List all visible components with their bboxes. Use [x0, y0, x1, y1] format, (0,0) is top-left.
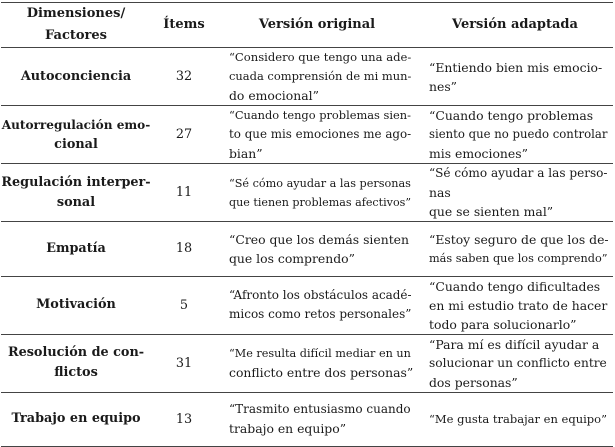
original-text-line: trabajo en equipo” — [229, 421, 347, 437]
original-text-line: cuada comprensión de mi mun- — [229, 69, 412, 83]
original-text-line: conflicto entre dos personas” — [229, 365, 414, 380]
table-row — [1, 222, 613, 277]
table-row — [1, 48, 613, 106]
header-dimensions-line1: Dimensiones/ — [26, 6, 126, 21]
adapted-text-line: “Estoy seguro de que los de- — [429, 231, 609, 247]
adapted-text-line: “Me gusta trabajar en equipo” — [429, 411, 607, 426]
table-row — [1, 276, 613, 334]
factor-name-line: flictos — [54, 365, 98, 380]
adapted-text-line: más saben que los comprendo” — [429, 251, 608, 265]
items-count-cell: 13 — [151, 392, 217, 447]
factor-name-line: Autorregulación emo- — [1, 117, 151, 132]
adapted-text-line: “Sé cómo ayudar a las perso- — [429, 166, 608, 180]
original-version-cell — [217, 392, 417, 447]
original-text-line: que tienen problemas afectivos” — [229, 195, 412, 209]
original-text-line: bian” — [229, 146, 263, 161]
header-items: Ítems — [151, 3, 217, 48]
original-version-cell — [217, 276, 417, 334]
original-text-line: “Afronto los obstáculos acadé- — [229, 288, 412, 302]
header-dimensions — [1, 3, 151, 48]
factor-cell — [1, 106, 151, 164]
adapted-text-line: todo para solucionarlo” — [429, 316, 577, 332]
table-header — [1, 3, 613, 48]
original-version-cell — [217, 222, 417, 277]
adapted-text-line: nas — [429, 185, 451, 200]
adapted-text-line: siento que no puedo controlar — [429, 127, 608, 141]
adapted-text-line: “Entiendo bien mis emocio- — [429, 59, 603, 75]
factor-cell — [1, 334, 151, 392]
factor-cell — [1, 392, 151, 447]
original-version-cell — [217, 48, 417, 106]
items-count-cell: 11 — [151, 164, 217, 222]
adaptation-table — [1, 2, 613, 447]
header-row — [1, 3, 613, 48]
original-text-line: do emocional” — [229, 88, 319, 103]
original-text-line: “Considero que tengo una ade- — [229, 50, 412, 64]
adapted-version-cell — [417, 164, 613, 222]
factor-name-line: Autoconciencia — [20, 68, 132, 84]
items-count-cell: 31 — [151, 334, 217, 392]
items-count-cell: 27 — [151, 106, 217, 164]
adapted-text-line: “Para mí es difícil ayudar a — [429, 336, 600, 352]
factor-name-line: Trabajo en equipo — [11, 411, 141, 427]
factor-name-line: cional — [54, 136, 98, 152]
original-version-cell — [217, 334, 417, 392]
factor-cell — [1, 222, 151, 277]
factor-cell — [1, 164, 151, 222]
header-adapted-version: Versión adaptada — [417, 3, 613, 48]
table-row — [1, 392, 613, 447]
adapted-text-line: solucionar un conflicto entre — [429, 355, 607, 370]
adapted-version-cell — [417, 276, 613, 334]
adapted-version-cell — [417, 106, 613, 164]
items-count-cell: 5 — [151, 276, 217, 334]
adapted-text-line: nes” — [429, 78, 458, 94]
original-text-line: “Sé cómo ayudar a las personas — [229, 176, 411, 190]
factor-name-line: sonal — [56, 194, 96, 210]
adapted-version-cell — [417, 334, 613, 392]
original-text-line: que los comprendo” — [229, 250, 355, 266]
header-dimensions-line2: Factores — [45, 28, 107, 43]
table-row — [1, 164, 613, 222]
original-text-line: “Me resulta difícil mediar en un — [229, 347, 411, 360]
items-count-cell: 18 — [151, 222, 217, 277]
adapted-text-line: “Cuando tengo dificultades — [429, 278, 601, 294]
header-original-version: Versión original — [217, 3, 417, 48]
adapted-version-cell — [417, 222, 613, 277]
factor-name-line: Empatía — [46, 240, 106, 256]
table-body — [1, 48, 613, 447]
adapted-version-cell — [417, 48, 613, 106]
adapted-text-line: en mi estudio trato de hacer — [429, 297, 608, 313]
factor-name-line: Resolución de con- — [7, 345, 145, 360]
adapted-text-line: dos personas” — [429, 374, 518, 390]
adapted-text-line: que se sienten mal” — [429, 204, 554, 219]
items-count-cell: 32 — [151, 48, 217, 106]
original-version-cell — [217, 164, 417, 222]
table-row — [1, 334, 613, 392]
original-text-line: “Creo que los demás sienten — [229, 231, 409, 247]
adapted-text-line: “Cuando tengo problemas — [429, 108, 594, 123]
factor-name-line: Motivación — [36, 297, 116, 312]
table-row — [1, 106, 613, 164]
adapted-text-line: mis emociones” — [429, 146, 528, 161]
factor-cell — [1, 276, 151, 334]
original-text-line: to que mis emociones me ago- — [229, 127, 412, 141]
factor-name-line: Regulación interper- — [1, 174, 151, 190]
original-text-line: “Trasmito entusiasmo cuando — [229, 402, 411, 417]
original-version-cell — [217, 106, 417, 164]
original-text-line: micos como retos personales” — [229, 307, 412, 321]
factor-cell — [1, 48, 151, 106]
adapted-version-cell — [417, 392, 613, 447]
original-text-line: “Cuando tengo problemas sien- — [229, 108, 411, 122]
